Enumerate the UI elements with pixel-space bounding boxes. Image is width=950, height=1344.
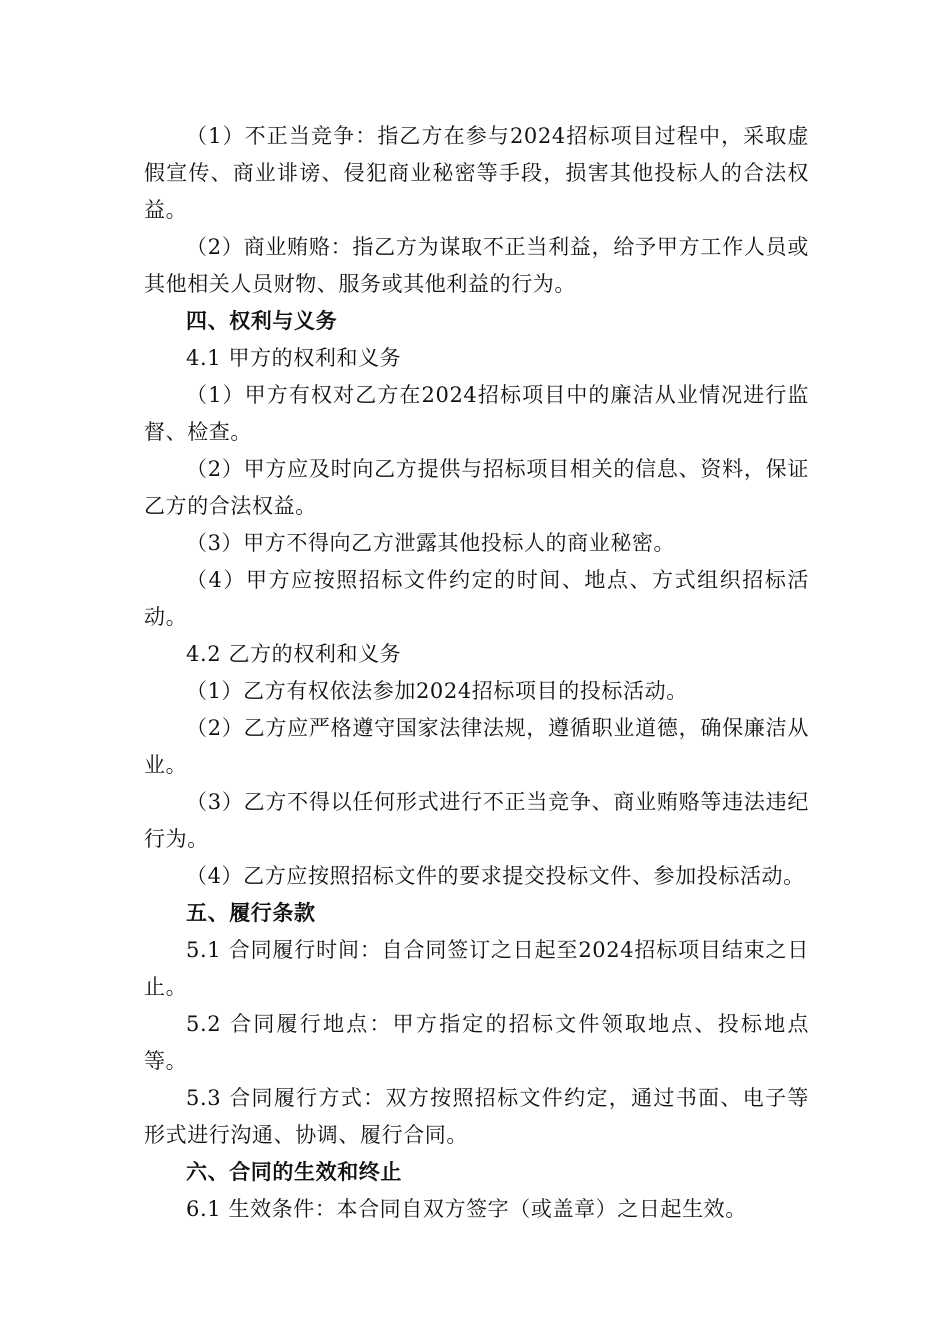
party-a-item-2: （2）甲方应及时向乙方提供与招标项目相关的信息、资料，保证乙方的合法权益。 [144, 457, 809, 518]
subsection-title-party-b: 4.2 乙方的权利和义务 [186, 642, 402, 666]
performance-time: 5.1 合同履行时间：自合同签订之日起至2024招标项目结束之日止。 [144, 938, 809, 999]
party-a-item-3: （3）甲方不得向乙方泄露其他投标人的商业秘密。 [186, 531, 676, 555]
definition-commercial-bribery: （2）商业贿赂：指乙方为谋取不正当利益，给予甲方工作人员或其他相关人员财物、服务或其他利益的行为。 [144, 235, 809, 296]
party-b-item-2: （2）乙方应严格遵守国家法律法规，遵循职业道德，确保廉洁从业。 [144, 716, 809, 777]
performance-place: 5.2 合同履行地点：甲方指定的招标文件领取地点、投标地点等。 [144, 1012, 809, 1073]
document-page [144, 118, 809, 1228]
performance-method: 5.3 合同履行方式：双方按照招标文件约定，通过书面、电子等形式进行沟通、协调、履行合同。 [144, 1086, 809, 1147]
party-b-item-3: （3）乙方不得以任何形式进行不正当竞争、商业贿赂等违法违纪行为。 [144, 790, 809, 851]
section-heading-performance: 五、履行条款 [186, 901, 316, 925]
party-a-item-1: （1）甲方有权对乙方在2024招标项目中的廉洁从业情况进行监督、检查。 [144, 383, 809, 444]
section-heading-effect-termination: 六、合同的生效和终止 [186, 1160, 402, 1184]
section-heading-rights-obligations: 四、权利与义务 [186, 309, 338, 333]
definition-unfair-competition: （1）不正当竞争：指乙方在参与2024招标项目过程中，采取虚假宣传、商业诽谤、侵犯商业秘密等手段，损害其他投标人的合法权益。 [144, 124, 809, 222]
party-b-item-1: （1）乙方有权依法参加2024招标项目的投标活动。 [186, 679, 688, 703]
party-b-item-4: （4）乙方应按照招标文件的要求提交投标文件、参加投标活动。 [186, 864, 805, 888]
party-a-item-4: （4）甲方应按照招标文件约定的时间、地点、方式组织招标活动。 [144, 568, 809, 629]
subsection-title-party-a: 4.1 甲方的权利和义务 [186, 346, 402, 370]
effective-condition: 6.1 生效条件：本合同自双方签字（或盖章）之日起生效。 [186, 1197, 747, 1221]
